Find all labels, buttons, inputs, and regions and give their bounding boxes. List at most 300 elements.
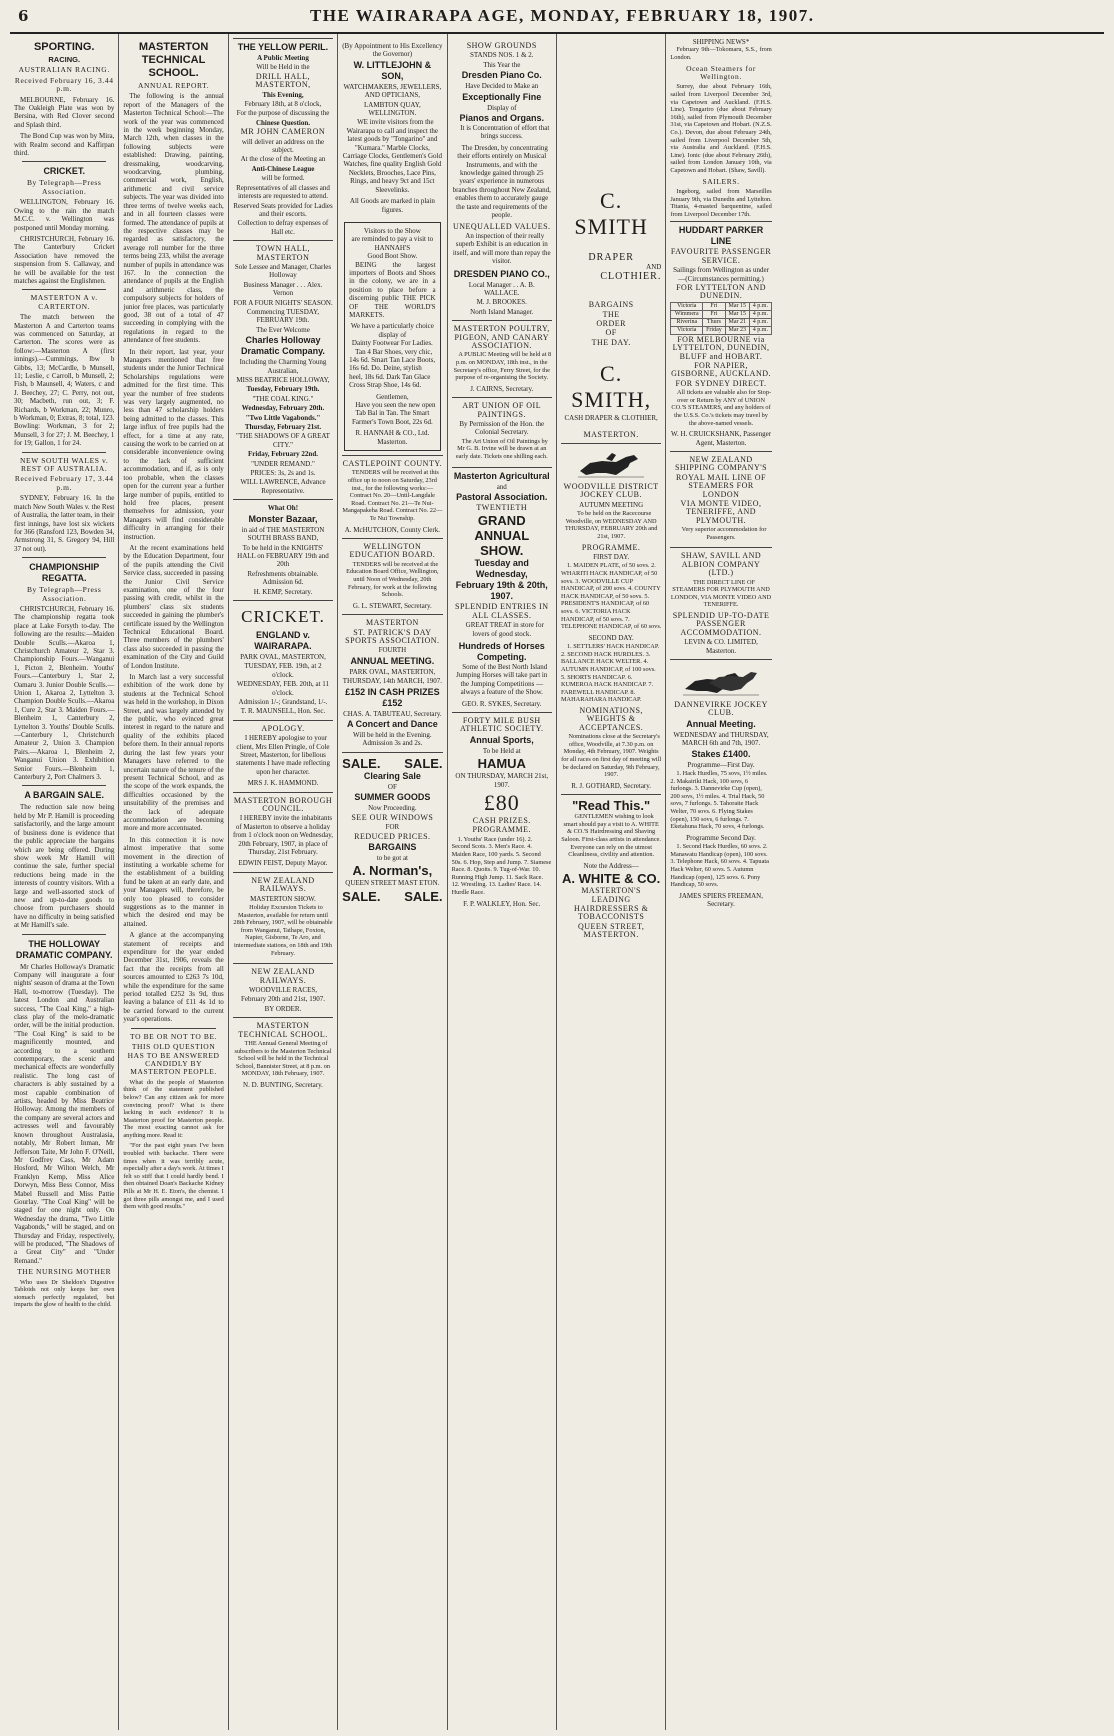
ad-forty-mile-bush bbox=[452, 712, 552, 912]
ad-company: R. HANNAH & CO., Ltd. bbox=[355, 429, 430, 438]
ad-heading: THE YELLOW PERIL. bbox=[237, 42, 329, 52]
ad-line: We have a particularly choice display of bbox=[350, 322, 434, 339]
ad-line: WATCHMAKERS, JEWELLERS, AND OPTICIANS, bbox=[343, 82, 442, 100]
ad-line: Will be held in the Evening. Admission 3s and 2s. bbox=[353, 731, 432, 748]
ad-text: THE DIRECT LINE OF STEAMERS FOR PLYMOUTH AND LONDON, VIA MONTE VIDEO AND TENERIFFE. bbox=[670, 578, 772, 609]
timetable-cell: Mar 21 bbox=[725, 318, 749, 326]
divider bbox=[22, 452, 106, 453]
ad-text: GENTLEMEN wishing to look smart should pay a visit to A. WHITE & CO.'S Hairdressing and Shaving Saloon. First-class artists in attendance. Everyone can rely on the utmost Cleanliness, civility and attention. bbox=[561, 813, 661, 859]
ad-railways-woodville bbox=[233, 963, 333, 1017]
ad-line: in aid of THE MASTERTON SOUTH BRASS BAND, bbox=[241, 525, 325, 543]
heading-technical-school: MASTERTON TECHNICAL SCHOOL. bbox=[138, 41, 209, 79]
subheading-question: THIS OLD QUESTION HAS TO BE ANSWERED CANDIDLY BY MASTERTON PEOPLE. bbox=[127, 1042, 220, 1077]
ad-text: THE Annual General Meeting of subscribers to the Masterton Technical School will be held in the Technical School, Bannister Street, at 8 p.m. on MONDAY, 18th February, 1907. bbox=[234, 1040, 332, 1078]
ad-prize-amount: £80 bbox=[483, 790, 520, 816]
article-paragraph: MELBOURNE, February 16. The Oakleigh Plate was won by Bersina, with Red Clover second and Splash third. bbox=[14, 95, 115, 129]
column-7 bbox=[666, 34, 775, 1730]
ad-line: This Year the bbox=[483, 60, 521, 69]
ad-line: For the purpose of discussing the bbox=[236, 109, 330, 118]
ad-line: Local Manager . . A. B. WALLACE. bbox=[468, 280, 535, 297]
ad-line: will deliver an address on the subject. bbox=[241, 137, 325, 155]
ad-castlepoint bbox=[342, 455, 442, 538]
timetable-cell: Mar 15 bbox=[725, 310, 749, 318]
ad-heading: ART UNION OF OIL PAINTINGS. bbox=[462, 401, 542, 419]
ad-date: February 19th & 20th, 1907. bbox=[455, 580, 548, 602]
ad-company-name: Charles Holloway Dramatic Company. bbox=[241, 335, 325, 357]
timetable-cell: Fri bbox=[703, 302, 725, 310]
column-4 bbox=[338, 34, 447, 1730]
ad-signature: R. J. GOTHARD, Secretary. bbox=[571, 781, 652, 790]
ad-line: Commencing TUESDAY, FEBRUARY 19th. bbox=[246, 307, 320, 325]
ad-line: HAIRDRESSERS & TOBACCONISTS bbox=[573, 903, 649, 922]
ad-line: The Ever Welcome bbox=[256, 325, 310, 334]
article-paragraph: The Bond Cup was won by Mira, with Realm second and Kaffirpan third. bbox=[14, 132, 115, 158]
ad-line: Friday, February 22nd. bbox=[247, 450, 318, 459]
ad-text: Tan 4 Bar Shoes, very chic, 14s 6d. Smart Tan Lace Boots, 16s 6d. Do. Deine, stylish heel, 18s 6d. Dark Tan Glace Cross Strap Shoe, 14s 6d. bbox=[349, 347, 436, 390]
heading-nsw: NEW SOUTH WALES v. REST OF AUSTRALIA. bbox=[20, 455, 109, 474]
ad-heading: Masterton Agricultural bbox=[453, 470, 550, 481]
ad-line: SPLENDID UP-TO-DATE PASSENGER ACCOMMODATION. bbox=[672, 611, 770, 637]
subheading-sailers: SAILERS. bbox=[702, 176, 740, 186]
ad-text: 1. MAIDEN PLATE, of 50 sovs. 2. WHARITI HACK HANDICAP, of 50 sovs. 3. WOODVILLE CUP HANDICAP, of 200 sovs. 4. COUNTY HACK HANDICAP, of 50 sovs. 5. PRESIDENT'S HANDICAP, of 60 sovs. 6. VICTORIA HACK HANDICAP, of 50 sovs. 7. TELEPHONE HANDICAP, of 60 sovs. bbox=[560, 562, 662, 631]
ad-line: DRILL HALL, MASTERTON, bbox=[255, 71, 311, 90]
ad-heading: Dresden Piano Co. bbox=[461, 70, 542, 81]
ad-heading: ANNUAL MEETING. bbox=[350, 655, 435, 666]
ad-line: UNEQUALLED VALUES. bbox=[452, 221, 551, 231]
ad-heading: NEW ZEALAND RAILWAYS. bbox=[251, 967, 315, 985]
heading-bargain-sale: A BARGAIN SALE. bbox=[24, 790, 105, 801]
heading-masterton-carterton: MASTERTON A v. CARTERTON. bbox=[30, 293, 98, 311]
divider bbox=[22, 785, 106, 786]
article-paragraph: In their report, last year, your Managers mentioned that free students under the Junior Technical Scholarships regulations were admitted for the first time. This year the number of free students was very largely augmented, no less than 47 scholarship holders being admitted to the classes. This large influx of free pupils had the effect, for a time at any rate, causing the work to be carried on at considerable inconvenience owing to the lack of sufficient accommodation, and if, as is only too probable, when the classes open for the current year a further large number of pupils, entitled to hold free places, present themselves for admission, your Managers will find considerable difficulty in arranging for their instruction. bbox=[123, 347, 224, 541]
timetable-cell: Mar 15 bbox=[725, 302, 749, 310]
timetable-cell: Thurs bbox=[703, 318, 725, 326]
ad-signature: MRS J. K. HAMMOND. bbox=[247, 779, 319, 788]
ad-line: OF bbox=[605, 328, 617, 338]
ad-town-hall bbox=[233, 240, 333, 499]
subheading-ocean: Ocean Steamers for Wellington. bbox=[686, 63, 757, 81]
ad-line: DRAPER bbox=[588, 252, 634, 263]
ad-dannevirke bbox=[670, 659, 771, 913]
article-paragraph: Mr Charles Holloway's Dramatic Company will inaugurate a four nights' season of drama at the Town Hall, to-morrow (Tuesday). The latest London and Australian success, "The Coal King," a high-class play of the melo-dramatic order, will be the initial production. "The Coal King" is said to be magnificently mounted, and according to a southern contemporary, the scenic and mechanical effects are wonderfully realistic. The long cast of characters is ably sustained by a most capable combination of artists, headed by Miss Beatrice Holloway. Among the members of the company are several actors and actresses well and favourably known throughout Australasia, notably, Mr Robert Inman, Mr Jefferson Taite, Mr John F. O'Neill, Mr Godfrey Cass, Mr Adam Hosford, Mr Wilton Welch, Mr Franklyn Kemp, Miss Alice Dorwyn, Miss Bess Connor, Miss Mabel Russell and Miss Pattie Gourlay. "The Coal King" will be staged for one night only. On Wednesday the drama, "Two Little Vagabonds," will be staged, and on Thursday and Friday, respectively, will be produced, "The Shadows of a Great City" and "Under Remand." bbox=[14, 962, 115, 1265]
ad-text: Nominations close at the Secretary's office, Woodville, at 7.30 p.m. on Monday, 4th February, 1907. Weights for all races on first day of meeting will be declared on Saturday, 9th February, 1907. bbox=[561, 733, 662, 779]
ad-signature: GEO. R. SYKES, Secretary. bbox=[462, 699, 542, 708]
ad-text: 1. Hack Hurdles, 75 sovs, 1½ miles. 2. Makairiki Hack, 100 sovs, 6 furlongs. 3. Dannevirke Cup (open), 200 sovs, 1½ miles. 4. Trial Hack, 50 sovs, 7 furlongs. 5. Tahoraite Hack Welter, 70 sovs. 6. Flying Stakes (open), 150 sovs, 6 furlongs. 7. Eketahuna Hack, 70 sovs, 4 furlongs. bbox=[670, 770, 768, 831]
ad-line: SPLENDID ENTRIES IN ALL CLASSES. bbox=[455, 602, 549, 620]
heading-cricket: CRICKET. bbox=[43, 166, 85, 177]
ad-line: FOR bbox=[385, 823, 400, 832]
sale-row bbox=[342, 756, 442, 771]
sale-word: SALE. bbox=[404, 755, 443, 771]
ad-st-patricks bbox=[342, 614, 442, 752]
sale-row bbox=[342, 889, 442, 904]
ad-line: Collection to defray expenses of Hall etc. bbox=[237, 219, 329, 236]
ad-line: PARK OVAL, MASTERTON, bbox=[349, 667, 436, 676]
ad-text: 1. SETTLERS' HACK HANDICAP. 2. SECOND HACK HURDLES. 3. BALLANCE HACK WELTER. 4. AUTUMN HANDICAP, of 100 sovs. 5. SHORTS HANDICAP. 6. KUMEROA HACK HANDICAP. 7. FAREWELL HANDICAP. 8. MAHARAHARA HANDICAP. bbox=[560, 643, 660, 704]
ad-subheading: Annual Meeting. bbox=[686, 718, 756, 729]
ad-line: are reminded to pay a visit to bbox=[351, 235, 434, 244]
ad-line: Will be Held in the bbox=[256, 63, 310, 72]
ad-line: February 18th, at 8 o'clock, bbox=[244, 100, 322, 109]
ad-line: Chinese Question. bbox=[255, 118, 310, 127]
ad-line: FOR SYDNEY DIRECT. bbox=[675, 378, 767, 388]
ad-text: I HEREBY invite the inhabitants of Masterton to observe a holiday from 1 o'clock noon on Wednesday, 20th February, 1907, in place of Thursday, 21st February. bbox=[232, 814, 333, 857]
ad-heading: MASTERTON TECHNICAL SCHOOL. bbox=[238, 1021, 328, 1039]
ad-littlejohn bbox=[342, 38, 442, 218]
ad-signature: JAMES SPIERS FREEMAN, Secretary. bbox=[679, 891, 763, 909]
subheading-racing: RACING. bbox=[48, 55, 81, 64]
page-number: 6 bbox=[18, 7, 29, 25]
heading-holloway: THE HOLLOWAY DRAMATIC COMPANY. bbox=[15, 938, 113, 960]
ad-line: OF bbox=[387, 782, 397, 791]
racehorse-illustration bbox=[576, 451, 646, 479]
dateline: Received February 17, 3.44 p.m. bbox=[14, 474, 114, 492]
ad-title: HAMUA bbox=[477, 756, 526, 772]
ad-text: Very superior accommodation for Passengers. bbox=[681, 526, 767, 541]
article-paragraph: What do the people of Masterton think of the statement published below? Can any citizen ask for more convincing proof? What is there lacking in such evidence? It is Masterton proof for Masterton people. The most exacting cannot ask for anything more. Read it: bbox=[123, 1078, 224, 1139]
ad-yellow-peril bbox=[233, 38, 333, 240]
timetable-cell: 4 p.m. bbox=[750, 326, 772, 334]
ad-subheading: Gentlemen, bbox=[376, 392, 409, 401]
ad-subheading: A Concert and Dance bbox=[347, 719, 438, 730]
ad-line: SECOND DAY. bbox=[588, 633, 634, 642]
ad-shaw-savill bbox=[670, 547, 771, 659]
ad-line: TWENTIETH bbox=[476, 502, 528, 512]
ad-line: Sailings from Wellington as under—(Circumstances permitting.) bbox=[673, 266, 769, 283]
article-paragraph: The match between the Masterton A and Carterton teams was commenced on Saturday, at Carterton. The scores were as follow:—Masterton A (first innings).—Cummings, lbw b Gibbs, 13; McCardle, b Munsell, 11; Leslie, c Carroll, b Munsell, 2; Fish, b Maunsell, 4; Waters, c and J. Beechey, 27; C. Perry, not out, 30; Macbeth, run out, 3; F. Richards, b Workman, 22; Munro, b Workman, 0; Extras, 8; total, 123. Bowling: Workman, 3 for 2; Munsell, 3 for 27; J. M. Beechey, 1 for 19; Gallon, 1 for 24. bbox=[14, 313, 115, 448]
ad-line: Reserved Seats provided for Ladies and their escorts. bbox=[233, 201, 333, 218]
ad-line: "THE COAL KING." bbox=[252, 394, 314, 403]
ad-brand: A. WHITE & CO. bbox=[562, 871, 661, 887]
ad-line: Admission 1/-; Grandstand, 1/-. bbox=[238, 697, 328, 706]
ad-line: ST. PATRICK'S DAY SPORTS ASSOCIATION. bbox=[345, 627, 440, 646]
column-5 bbox=[448, 34, 557, 1730]
timetable-cell: Victoria bbox=[671, 326, 703, 334]
heading-nursing: THE NURSING MOTHER bbox=[17, 1267, 112, 1277]
ad-subheading: Dainty Footwear For Ladies. bbox=[351, 339, 433, 348]
timetable-cell: 4 p.m. bbox=[750, 302, 772, 310]
ad-text: The Dresden, by concentrating their efforts entirely on Musical Instruments, and with the knowledge gained through 25 years' experience in numerous branches throughout New Zealand, enables them to accurately gauge the taste and requirements of the people. bbox=[452, 143, 551, 220]
ad-line: WEDNESDAY and THURSDAY, MARCH 6th and 7th, 1907. bbox=[673, 730, 769, 748]
ad-line: MASTERTON SHOW. bbox=[250, 894, 316, 903]
ad-text: An inspection of their really superb Exhibit is an education in itself, and will more than repay the visitor. bbox=[452, 231, 551, 266]
ad-signature: N. D. BUNTING, Secretary. bbox=[243, 1081, 323, 1090]
ad-line: Refreshments obtainable. Admission 6d. bbox=[247, 569, 319, 587]
ad-heading: Monster Bazaar, bbox=[248, 513, 318, 524]
sailing-timetable bbox=[670, 302, 771, 335]
ad-text: TENDERS will be received at this office up to noon on Saturday, 23rd inst., for the following works:—Contract No. 20—Until-Langdale Road. Contract No. 21—Te Nui-Mangapakeha Road. Contract No. 22—Te Nui Township. bbox=[342, 469, 443, 523]
ad-company: DRESDEN PIANO CO., bbox=[453, 268, 550, 279]
ad-heading: CASTLEPOINT COUNTY. bbox=[342, 459, 443, 469]
ad-line: February 20th and 21st, 1907. bbox=[240, 995, 325, 1004]
ad-huddart-parker bbox=[670, 221, 771, 451]
ad-subheading: SUMMER GOODS bbox=[354, 792, 431, 803]
article-paragraph: Ingeborg, sailed from Marseilles January 9th, via Dunedin and Lyttelton. Titania, 4-masted barquentine, sailed from Liverpool December 17th. bbox=[670, 187, 772, 218]
dateline: Received February 16, 3.44 p.m. bbox=[14, 75, 114, 94]
timetable-cell: Fri bbox=[703, 310, 725, 318]
ad-line: to be got at bbox=[376, 853, 409, 862]
ad-line: CASH PRIZES. bbox=[472, 816, 531, 826]
ad-line: WEDNESDAY, FEB. 20th, at 11 o'clock. bbox=[236, 680, 330, 697]
newspaper-title: THE WAIRARAPA AGE, MONDAY, FEBRUARY 18, 1907. bbox=[309, 6, 815, 25]
ad-line: FIRST DAY. bbox=[593, 553, 630, 562]
ad-line: TUESDAY, FEB. 19th, at 2 o'clock. bbox=[244, 662, 322, 679]
ad-norman-sale bbox=[342, 752, 442, 907]
ad-line: "UNDER REMAND." bbox=[251, 459, 315, 468]
ad-cricket bbox=[233, 600, 333, 720]
ad-line: FOR MELBOURNE via LYTTELTON, DUNEDIN, BLUFF and HOBART. bbox=[672, 334, 770, 361]
ad-line: This Evening, bbox=[262, 90, 304, 99]
ad-line: Thursday, February 21st. bbox=[244, 423, 322, 432]
ad-subheading: Clearing Sale bbox=[363, 770, 421, 781]
ad-line: By Permission of the Hon. the Colonial Secretary. bbox=[459, 419, 545, 437]
ad-text: 1. Youths' Race (under 16). 2. Second Scots. 3. Men's Race. 4. Maiden Race, 100 yards. 5. Second 50s. 6. Hop, Step and Jump. 7. Siamese Race. 8. Quoits. 9. Tug-of-War. 10. Running High Jump. 11. Sack Race. 12. Wrestling. 13. Ladies' Race. 14. Hurdle Race. bbox=[451, 835, 552, 897]
timetable-cell: Friday bbox=[703, 326, 725, 334]
ad-line: FOR A FOUR NIGHTS' SEASON. bbox=[233, 298, 333, 307]
ad-line: CLOTHIER. bbox=[600, 270, 662, 282]
ad-line: Now Proceeding. bbox=[368, 804, 417, 813]
divider bbox=[22, 557, 106, 558]
ad-dresden bbox=[452, 38, 552, 320]
article-paragraph: In March last a very successful exhibition of the work done by students at the Technical School was held in the workshop, in Dixon Street, and was largely attended by the public, who evinced great interest in regard to the nature and quality of the exhibits placed before them. In their annual reports during the last few years your Managers have referred to the uncertain nature of the tenure of the present Technical School, and as the scope of the work expands, the difficulties occasioned by the unsuitability of the premises and the lack of adequate accommodation are becoming more and more accentuated. bbox=[123, 673, 224, 833]
ad-brand: HANNAH'S bbox=[374, 243, 411, 252]
timetable-cell: Riverina bbox=[671, 318, 703, 326]
ad-hannah bbox=[344, 222, 440, 451]
ad-line: STANDS NOS. 1 & 2. bbox=[469, 51, 534, 60]
article-paragraph: CHRISTCHURCH, February 16. The Canterbury Cricket Association have removed the suspension from S. Callaway, and he will be available for the test matches against the Englishmen. bbox=[14, 234, 115, 285]
ad-line: (By Appointment to His Excellency the Governor) bbox=[342, 42, 443, 59]
heading-shipping: SHIPPING NEWS* bbox=[692, 38, 750, 46]
ad-line: M. J. BROOKES. bbox=[476, 298, 527, 307]
ad-line: Representatives of all classes and interests are requested to attend. bbox=[236, 183, 330, 201]
ad-line: PRICES: 3s, 2s and 1s. bbox=[250, 469, 316, 478]
article-paragraph: At the recent examinations held by the Education Department, four of the pupils attending the Civil Service class, succeeded in passing the Junior Civil Service examination, one of the four passing with credit, whilst in the plumbers' class six students succeeded in gaining the plumber's certificate issued by the Wellington Technical Educational Board. Three members of the plumbers' class also succeeded in passing the examination of the City and Guild of London Institute. bbox=[123, 543, 224, 670]
ad-white-co bbox=[561, 794, 661, 943]
ad-line: PROGRAMME. bbox=[581, 542, 641, 552]
ad-line: REDUCED PRICES. bbox=[354, 831, 431, 841]
article-paragraph: The following is the annual report of the Managers of the Masterton Technical School:—The work of the year was commenced in the week beginning Monday, March 12th, when classes in the following subjects were established: Drawing, painting, dressmaking, woodcarving, woodcarving, plumbing, commercial work, English, arithmetic and civil service subjects. The year was divided into three terms of twelve weeks each, and in all fourteen classes were formed. The attendance of pupils at the respective classes may be regarded as satisfactory, the average roll number for the three terms being 233, whilst the average number of pupils in attendance was 167. In the connection the attendance of pupils at the English and arithmetic class, the compulsory subjects for holders of junior free places, was particularly good, 38 out of a total of 47 succeeding in complying with the regulations in regard to the attendance of free students. bbox=[123, 92, 224, 345]
ad-brand: C. SMITH, bbox=[571, 361, 652, 413]
ad-line: Display of bbox=[487, 103, 517, 112]
timetable-row bbox=[671, 326, 771, 334]
ad-line: Note the Address— bbox=[583, 861, 639, 870]
ad-heading: APOLOGY. bbox=[261, 723, 305, 733]
sale-word: SALE. bbox=[404, 888, 443, 904]
ad-line: H. KEMP, Secretary. bbox=[253, 587, 313, 596]
ad-railways-show bbox=[233, 872, 333, 963]
ad-line: MASTERTON. bbox=[583, 429, 639, 439]
ad-line: MASTERTON'S LEADING bbox=[581, 886, 641, 904]
ad-text: TENDERS will be received at the Education Board Office, Wellington, until Noon of Wednesday, 20th February, for work at the following Schools. bbox=[346, 560, 439, 599]
divider bbox=[131, 1028, 215, 1029]
ad-text: To be held on the Racecourse Woodville, on WEDNESDAY AND THURSDAY, FEBRUARY 20th and 21st, 1907. bbox=[564, 510, 658, 541]
byline: By Telegraph—Press Association. bbox=[26, 178, 102, 196]
ad-signature: G. L. STEWART, Secretary. bbox=[352, 601, 432, 610]
ad-line: THE bbox=[602, 309, 620, 319]
article-paragraph: SYDNEY, February 16. In the match New South Wales v. the Rest of Australia, the latter team, in their first innings, have lost six wickets for 366 (Ransford 123, Bowden 34, Armstrong 31, S. Gregory 94, Hill 37 not out). bbox=[14, 494, 115, 553]
ad-text: Have you seen the new open Tab Bal in Tan. The Smart Farmer's Town Boot, 22s 6d. bbox=[351, 401, 436, 426]
section-heading-sporting: SPORTING. bbox=[33, 41, 95, 53]
ad-text: The Art Union of Oil Paintings by Mr G. B. Irvine will be drawn at an early date. Tickets one shilling each. bbox=[455, 437, 548, 460]
ad-line: AUTUMN MEETING bbox=[579, 500, 644, 509]
timetable-cell: 4 p.m. bbox=[750, 318, 772, 326]
ad-text: All tickets are valuable also for Stop-over or Return by ANY of UNION CO.'S STEAMERS, and any holders of the U.S.S. Co.'s tickets may travel by the above-named vessels. bbox=[671, 389, 772, 427]
ad-heading: MASTERTON BOROUGH COUNCIL. bbox=[233, 795, 333, 814]
ad-poultry bbox=[452, 320, 552, 397]
ad-line: A Public Meeting bbox=[257, 54, 309, 62]
ad-line: Programme Second Day. bbox=[686, 833, 756, 842]
ad-line: WILL LAWRENCE, Advance Representative. bbox=[240, 478, 326, 495]
ad-line: Including the Charming Young Australian, bbox=[239, 358, 327, 375]
subheading-annual-report: ANNUAL REPORT. bbox=[137, 81, 210, 90]
ad-subheading: Hundreds of Horses Competing. bbox=[458, 641, 545, 662]
ad-line: "THE SHADOWS OF A GREAT CITY." bbox=[236, 432, 330, 449]
timetable-row bbox=[671, 318, 771, 326]
column-2 bbox=[119, 34, 228, 1730]
ad-agricultural-show bbox=[452, 467, 552, 712]
article-paragraph: CHRISTCHURCH, February 16. The championship regatta took place at Lake Forsyth to-day. The following are the results:—Maiden Double Sculls.—Akaroa 1, Christchurch Amateur 2, Star 3. Championship Fours.—Wanganui 1, Picton 2, Blenheim. Youths' Fours.—Canterbury 1, Star 2, Oamaru 3. Junior Double Sculls.—Union 1, Akaroa 2, Lyttelton 3. Champion Double Sculls.—Akaroa 1, Cure 2, Star 3. Maiden Fours.—Blenheim 1, Canterbury 2, Lyttelton 3. Youths' Double Sculls.—Canterbury 1, Christchurch Amateur 2, Union 3. Champion Pairs.—Akaroa 1, Blenheim 2, Wanganui Union 3. Exhibition Senior Fours.—Blenheim 1, Canterbury 2, Port Chalmers 3. bbox=[14, 604, 115, 782]
timetable-row bbox=[671, 310, 771, 318]
ad-brand: A. Norman's, bbox=[352, 863, 433, 879]
ad-line: MR JOHN CAMERON bbox=[240, 127, 326, 137]
ad-heading: Visitors to the Show bbox=[363, 226, 421, 235]
ad-line: MISS BEATRICE HOLLOWAY, bbox=[236, 376, 330, 384]
byline: By Telegraph—Press Association. bbox=[26, 585, 102, 603]
ad-c-smith bbox=[561, 38, 661, 443]
ad-text: A PUBLIC Meeting will be held at 8 p.m. on MONDAY, 18th inst., in the Secretary's office, Ferry Street, for the purpose of re-organising the Society. bbox=[453, 351, 552, 382]
ad-line: WOODVILLE RACES, bbox=[248, 986, 317, 995]
timetable-body bbox=[671, 302, 771, 334]
heading-australian-racing: AUSTRALIAN RACING. bbox=[18, 65, 110, 75]
ad-text: GREAT TREAT in store for lovers of good stock. bbox=[465, 621, 544, 638]
ad-title: GRAND ANNUAL SHOW. bbox=[474, 513, 530, 559]
ad-line: Business Manager . . . Alex. Vernon bbox=[243, 280, 323, 298]
ad-line: THURSDAY, 14th MARCH, 1907. bbox=[342, 677, 442, 686]
ad-signature: BY ORDER. bbox=[264, 1004, 302, 1013]
ad-line: and bbox=[496, 482, 507, 491]
ad-art-union bbox=[452, 397, 552, 466]
ad-heading: NEW ZEALAND SHIPPING COMPANY'S bbox=[674, 454, 768, 473]
ad-line: FOURTH bbox=[378, 646, 407, 655]
ad-line: Anti-Chinese League bbox=[251, 164, 315, 173]
ad-text: BEING the largest importers of Boots and Shoes in the colony, we are in a position to place before a discerning public THE PICK OF THE WORLD'S MARKETS. bbox=[349, 260, 436, 319]
ad-line: FOR NAPIER, GISBORNE, AUCKLAND. bbox=[671, 360, 772, 379]
timetable-cell: Victoria bbox=[671, 302, 703, 310]
ad-brand: C. SMITH bbox=[574, 188, 648, 239]
ad-signature: LEVIN & CO. LIMITED, Masterton. bbox=[684, 638, 758, 655]
sale-word: SALE. bbox=[342, 755, 381, 771]
ad-line: ON THURSDAY, MARCH 21st, 1907. bbox=[455, 772, 549, 789]
article-paragraph: Surrey, due about February 16th, sailed from Liverpool December 3rd, via Capetown and Auckland. (F.H.S. Line). Tongariro (due about February 16th), sailed from Plymouth December 31st, via Capetown and Hobart. (N.Z.S. Co.). Devon, due about February 24th, sailed from Liverpool December 5th, via Australia and Auckland. (F.H.S. Line). Ionic (due about February 26th), sailed from London January 10th, via Capetown and Hobart. (Shaw, Savill). bbox=[670, 83, 772, 174]
ad-heading: DANNEVIRKE JOCKEY CLUB. bbox=[674, 700, 768, 718]
ad-subheading: Good Boot Show. bbox=[367, 252, 418, 261]
ad-borough-council bbox=[233, 792, 333, 872]
ad-line: Sole Lessee and Manager, Charles Holloway bbox=[234, 262, 332, 280]
ad-text: I HEREBY apologise to your client, Mrs Ellen Pringle, of Cole Street, Masterton, for libellous statements I have made reflecting upon her character. bbox=[235, 734, 331, 776]
ad-heading: HUDDART PARKER LINE bbox=[678, 225, 764, 247]
ad-woodville-races bbox=[561, 443, 661, 794]
ad-line: All Goods are marked in plain figures. bbox=[349, 197, 435, 214]
ad-line: SHOW GROUNDS bbox=[466, 41, 537, 50]
ad-heading: MASTERTON POULTRY, PIGEON, AND CANARY ASSOCIATION. bbox=[453, 324, 550, 350]
ad-line: ROYAL MAIL LINE OF STEAMERS FOR LONDON bbox=[676, 472, 767, 499]
ad-signature: CHAS. A. TABUTEAU, Secretary. bbox=[343, 709, 442, 718]
article-paragraph: The reduction sale now being held by Mr P. Hamill is proceeding satisfactorily, and the large amount of business done is evidence that the public appreciate the bargains which are being offered. During show week Mr Hamill will continue the sale, further special reductions being made in the interests of country visitors. With a large and well-assorted stock of new and up-to-date goods to choose from purchasers should have no difficulty in being satisfied at Mr Hamill's sale. bbox=[14, 803, 115, 930]
ad-line: LAMBTON QUAY, WELLINGTON. bbox=[364, 100, 421, 118]
article-paragraph: A glance at the accompanying statement of receipts and expenditure for the year ended December 31st, 1906, reveals the fact that the receipts from all sources amounted to £263 7s 10d, while the expenditure for the same period totalled £252 3s 9d, thus leaving a balance of £11 4s 1d to be carried forward to the current year's operations. bbox=[123, 931, 224, 1024]
ad-line: T. R. MAUNSELL, Hon. Sec. bbox=[240, 707, 326, 716]
timetable-row bbox=[671, 302, 771, 310]
ad-line: VIA MONTE VIDEO, TENERIFFE, AND PLYMOUTH. bbox=[680, 499, 762, 525]
ad-monster-bazaar bbox=[233, 499, 333, 600]
divider bbox=[22, 934, 106, 935]
heading-to-be-or-not: TO BE OR NOT TO BE. bbox=[130, 1031, 218, 1041]
ad-line: Tuesday, February 19th. bbox=[246, 385, 320, 394]
ad-line: QUEEN STREET MAST ETON. bbox=[345, 879, 440, 888]
ad-subheading: Exceptionally Fine bbox=[462, 91, 542, 102]
article-paragraph: WELLINGTON, February 16. Owing to the rain the match M.C.C. v. Wellington was postponed until Monday morning. bbox=[14, 198, 115, 232]
ad-line: THE DAY. bbox=[591, 337, 631, 347]
divider bbox=[22, 289, 106, 290]
ad-line: BARGAINS bbox=[588, 300, 634, 310]
article-paragraph: Who uses Dr Sheldon's Digestive Tabloids not only keeps her own stomach perfectly regulated, but imparts the glow of health to the child. bbox=[14, 1278, 115, 1309]
ad-text: 1. Second Hack Hurdles, 60 sovs. 2. Manawatu Handicap (open), 100 sovs. 3. Telephone Hack, 60 sovs. 4. Tapuata Hack Welter, 60 sovs. 5. Autumn Handicap (open), 125 sovs. 6. Pony Handicap, 50 sovs. bbox=[670, 843, 769, 889]
ad-line: At the close of the Meeting an bbox=[240, 155, 326, 164]
racehorses-illustration bbox=[681, 667, 761, 697]
ad-heading: NEW ZEALAND RAILWAYS. bbox=[251, 875, 315, 894]
ad-line: FOR LYTTELTON AND DUNEDIN. bbox=[676, 282, 766, 301]
ad-heading: W. LITTLEJOHN & SON, bbox=[353, 59, 432, 81]
ad-text: It is Concentration of effort that brings success. bbox=[460, 124, 550, 141]
ad-signature: A. McHUTCHON, County Clerk. bbox=[344, 525, 440, 534]
ad-signature: W. H. CRUICKSHANK, Passenger Agent, Masterton. bbox=[671, 430, 772, 447]
ad-signature: EDWIN FEIST, Deputy Mayor. bbox=[238, 859, 328, 868]
ad-line: CASH DRAPER & CLOTHIER, bbox=[564, 414, 658, 423]
ad-line: Wednesday, February 20th. bbox=[241, 404, 325, 413]
timetable-cell: Mar 23 bbox=[725, 326, 749, 334]
ad-prize: £152 IN CASH PRIZES £152 bbox=[345, 686, 440, 708]
ad-line: MASTERTON bbox=[365, 618, 419, 628]
ad-heading: WOODVILLE DISTRICT JOCKEY CLUB. bbox=[563, 482, 659, 500]
column-1 bbox=[10, 34, 119, 1730]
ad-line: Have Decided to Make an bbox=[465, 82, 539, 91]
ad-apology bbox=[233, 720, 333, 792]
divider bbox=[22, 161, 106, 162]
ad-line: AND bbox=[646, 263, 662, 272]
article-paragraph: February 9th—Tokomaru, S.S., from London. bbox=[670, 46, 772, 61]
timetable-cell: 4 p.m. bbox=[750, 310, 772, 318]
masthead bbox=[10, 6, 1104, 34]
column-6 bbox=[557, 34, 666, 1730]
ad-education-board bbox=[342, 538, 442, 614]
heading-championship-regatta: CHAMPIONSHIP REGATTA. bbox=[29, 562, 100, 584]
ad-text: Holiday Excursion Tickets to Masterton, available for return until 28th February, 1907, will be obtainable from Wanganui, Taihape, Foxton, Napier, Gisborne, Te Aro, and intermediate stations, on 18th and 19th February. bbox=[233, 904, 333, 957]
ad-signature: J. CAIRNS, Secretary. bbox=[470, 384, 534, 393]
column-3 bbox=[229, 34, 338, 1730]
ad-signature: F. P. WALKLEY, Hon. Sec. bbox=[463, 899, 541, 908]
ad-line: NOMINATIONS, WEIGHTS & ACCEPTANCES. bbox=[579, 705, 644, 732]
ad-stakes: Stakes £1400. bbox=[691, 748, 751, 759]
ad-text: WE invite visitors from the Wairarapa to call and inspect the latest goods by "Tongarino" and "Kumara." Marble Clocks, Carriage Clocks, Gentlemen's Gold Watches, fine quality English Gold Necklets, Brooches, Lace Pins, Rings, and heavy 9ct and 15ct Sleevelinks. bbox=[342, 118, 442, 194]
ad-line: To be Held at bbox=[482, 746, 521, 755]
ad-technical-school-meeting bbox=[233, 1017, 333, 1093]
ad-heading: "Read This." bbox=[572, 798, 651, 814]
ad-line: PARK OVAL, MASTERTON, bbox=[240, 652, 326, 661]
ad-heading: FORTY MILE BUSH ATHLETIC SOCIETY. bbox=[460, 716, 544, 734]
ad-line: ORDER bbox=[596, 319, 626, 329]
article-paragraph: "For the past eight years I've been troubled with backache. There were times when it was terribly acute, especially after a day's work. At times I felt so stiff that I could hardly bend. I then obtained Doan's Backache Kidney Pills at Mr H. E. Eton's, the chemist. I got three pills amongst me, and I used them with good results." bbox=[123, 1142, 224, 1211]
ad-nz-shipping bbox=[670, 451, 771, 547]
